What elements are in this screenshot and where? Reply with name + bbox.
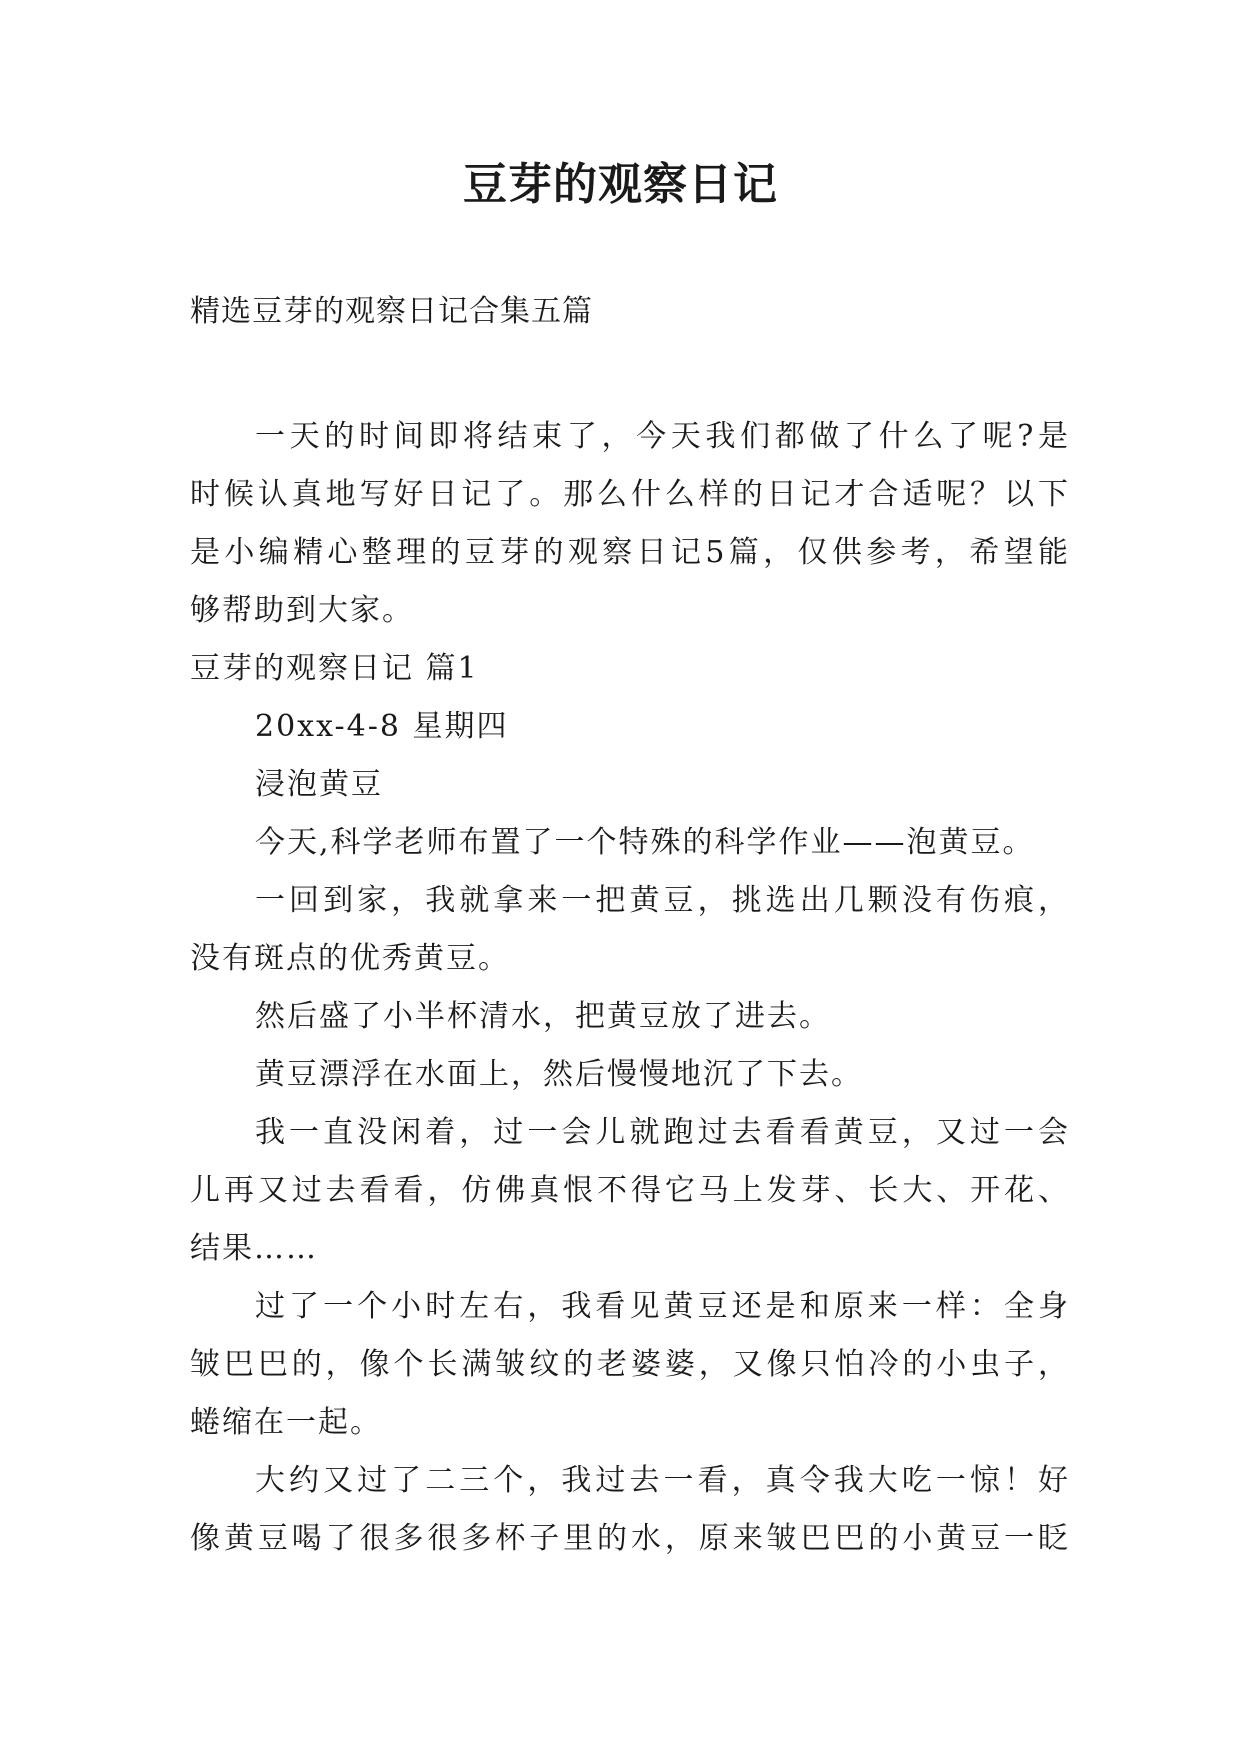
paragraph-line: 皱巴巴的，像个长满皱纹的老婆婆，又像只怕冷的小虫子，	[190, 1347, 1070, 1382]
document-subtitle: 精选豆芽的观察日记合集五篇	[190, 294, 593, 329]
paragraph-line: 我一直没闲着，过一会儿就跑过去看看黄豆，又过一会	[255, 1115, 1070, 1150]
section-heading: 豆芽的观察日记 篇1	[190, 651, 479, 686]
paragraph-line: 时候认真地写好日记了。那么什么样的日记才合适呢？以下	[190, 477, 1070, 512]
paragraph-line: 儿再又过去看看，仿佛真恨不得它马上发芽、长大、开花、	[190, 1173, 1070, 1208]
paragraph-line: 然后盛了小半杯清水，把黄豆放了进去。	[255, 999, 831, 1034]
paragraph-line: 黄豆漂浮在水面上，然后慢慢地沉了下去。	[255, 1057, 863, 1092]
document-body	[190, 408, 1070, 1568]
paragraph-line: 是小编精心整理的豆芽的观察日记5篇，仅供参考，希望能	[190, 535, 1070, 570]
paragraph-line: 蜷缩在一起。	[190, 1405, 382, 1440]
paragraph-line: 没有斑点的优秀黄豆。	[190, 941, 510, 976]
paragraph-line: 大约又过了二三个，我过去一看，真令我大吃一惊！好	[255, 1463, 1070, 1498]
paragraph-line: 够帮助到大家。	[190, 593, 414, 628]
diary-date: 20xx-4-8 星期四	[255, 709, 509, 744]
paragraph-line: 一天的时间即将结束了，今天我们都做了什么了呢?是	[255, 419, 1070, 454]
paragraph-line: 一回到家，我就拿来一把黄豆，挑选出几颗没有伤痕，	[255, 883, 1070, 918]
paragraph-line: 过了一个小时左右，我看见黄豆还是和原来一样：全身	[255, 1289, 1070, 1324]
document-title: 豆芽的观察日记	[463, 159, 778, 210]
diary-entry-title: 浸泡黄豆	[255, 767, 383, 802]
paragraph-line: 结果……	[190, 1231, 318, 1266]
paragraph-line: 像黄豆喝了很多很多杯子里的水，原来皱巴巴的小黄豆一眨	[190, 1521, 1070, 1556]
paragraph-line: 今天,科学老师布置了一个特殊的科学作业——泡黄豆。	[255, 825, 1035, 860]
